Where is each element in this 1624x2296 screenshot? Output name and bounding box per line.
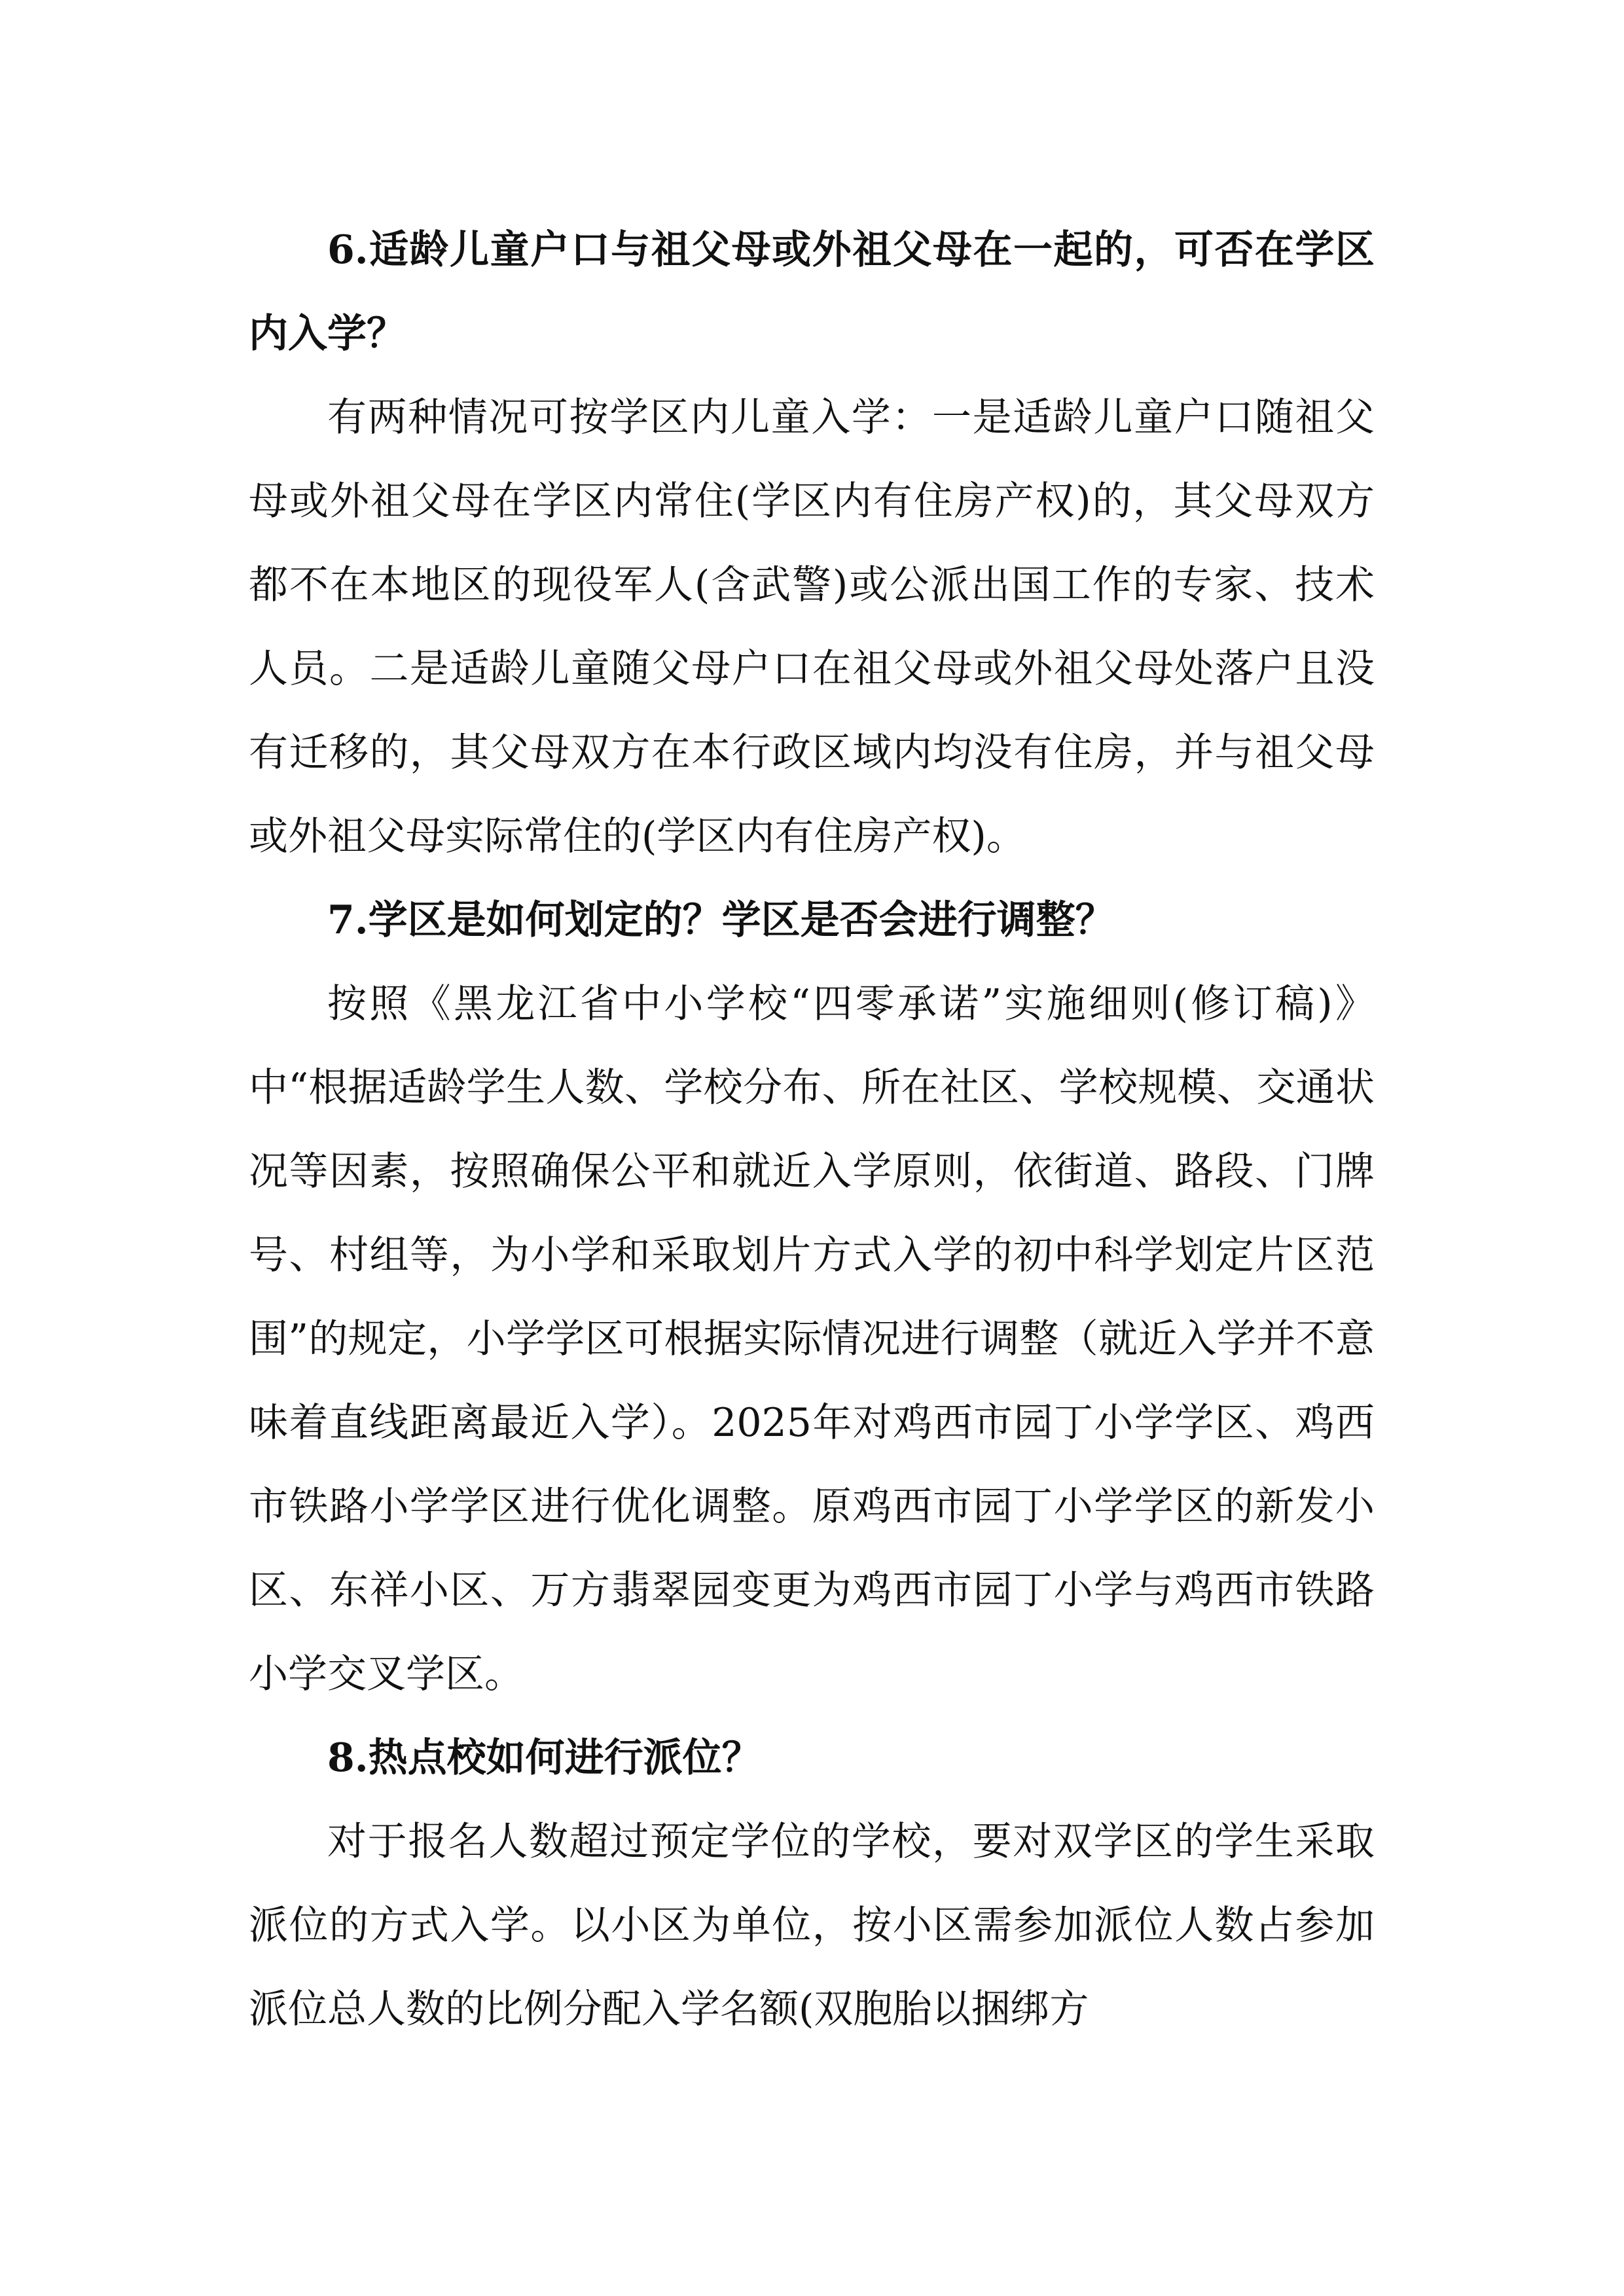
question-heading-6: 6.适龄儿童户口与祖父母或外祖父母在一起的，可否在学区内入学？ (249, 227, 1375, 357)
answer-paragraph-7: 按照《黑龙江省中小学校“四零承诺”实施细则(修订稿)》中“根据适龄学生人数、学校分布、所在社区、学校规模、交通状况等因素，按照确保公平和就近入学原则，依街道、路段、门牌号、村组等，为小学和采取划片方式入学的初中科学划定片区范围”的规定，小学学区可根据实际情况进行调整（就近入学并不意味着直线距离最近入学）。2025年对鸡西市园丁小学学区、鸡西市铁路小学学区进行优化调整。原鸡西市园丁小学学区的新发小区、东祥小区、万方翡翠园变更为鸡西市园丁小学与鸡西市铁路小学交叉学区。 (249, 981, 1375, 1697)
answer-paragraph-8: 对于报名人数超过预定学位的学校，要对双学区的学生采取派位的方式入学。以小区为单位，按小区需参加派位人数占参加派位总人数的比例分配入学名额(双胞胎以捆绑方 (249, 1819, 1375, 2032)
document-body (249, 208, 1375, 2051)
question-heading-7: 7.学区是如何划定的？学区是否会进行调整？ (327, 897, 1115, 943)
answer-paragraph-6: 有两种情况可按学区内儿童入学：一是适龄儿童户口随祖父母或外祖父母在学区内常住(学区内有住房产权)的，其父母双方都不在本地区的现役军人(含武警)或公派出国工作的专家、技术人员。二是适龄儿童随父母户口在祖父母或外祖父母处落户且没有迁移的，其父母双方在本行政区域内均没有住房，并与祖父母或外祖父母实际常住的(学区内有住房产权)。 (249, 395, 1375, 859)
question-heading-8: 8.热点校如何进行派位？ (327, 1735, 761, 1781)
